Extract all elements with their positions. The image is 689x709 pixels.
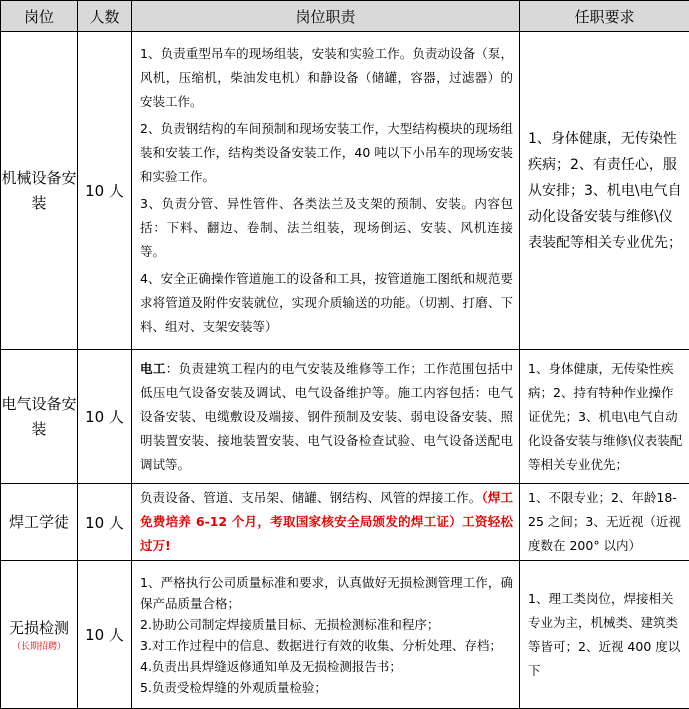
table-row (1, 350, 689, 484)
duty-item: 2、负责钢结构的车间预制和现场安装工作，大型结构模块的现场组装和安装工作，结构类设备安装工作，40 吨以下小吊车的现场安装和实验工作。 (140, 117, 513, 189)
requirements-cell (520, 32, 689, 350)
requirements-cell (520, 350, 689, 484)
duty-item: 5.负责受检焊缝的外观质量检验； (140, 677, 513, 698)
header-requirements: 任职要求 (520, 1, 689, 32)
header-row (1, 1, 689, 32)
duty-item: 2.协助公司制定焊接质量目标、无损检测标准和程序； (140, 614, 513, 635)
duty-highlight: （焊工免费培养 6-12 个月，考取国家核安全局颁发的焊工证）工资轻松过万! (140, 490, 513, 553)
duty-item: 1、负责重型吊车的现场组装，安装和实验工作。负责动设备（泵，风机，压缩机，柴油发电机）和静设备（储罐，容器，过滤器）的安装工作。 (140, 42, 513, 114)
duty-paragraph (140, 357, 513, 477)
duty-text: ：负责建筑工程内的电气安装及维修等工作；工作范围包括中低压电气设备安装及调试、电气设备维护等。施工内容包括：电气设备安装、电缆敷设及端接、钢件预制及安装、弱电设备安装、照明装置安装、接地装置安装、电气设备检查试验、电气设备送配电调试等。 (140, 361, 513, 472)
position-cell: 电气设备安装 (1, 350, 78, 484)
count-cell: 10 人 (78, 484, 132, 561)
requirements-text: 1、身体健康，无传染性疾病；2、有责任心，服从安排；3、机电\电气自动化设备安装与维修\仪表装配等相关专业优先； (528, 126, 685, 256)
position-cell: 机械设备安装 (1, 32, 78, 350)
duty-item: 4、安全正确操作管道施工的设备和工具，按管道施工图纸和规范要求将管道及附件安装就位，实现介质输送的功能。（切割、打磨、下料、组对、支架安装等） (140, 267, 513, 339)
duty-paragraph (140, 486, 513, 558)
position-name: 无损检测 (9, 619, 69, 637)
table-row (1, 32, 689, 350)
position-note: （长期招聘） (1, 641, 77, 653)
header-duties: 岗位职责 (132, 1, 520, 32)
duty-lead: 电工 (140, 361, 166, 376)
position-cell (1, 561, 78, 709)
duty-text: 负责设备、管道、支吊架、储罐、钢结构、风管的焊接工作。 (140, 490, 481, 505)
count-cell: 10 人 (78, 32, 132, 350)
duty-item: 1、严格执行公司质量标准和要求，认真做好无损检测管理工作，确保产品质量合格； (140, 572, 513, 614)
table-row (1, 484, 689, 561)
position-cell: 焊工学徒 (1, 484, 78, 561)
duty-item: 4.负责出具焊缝返修通知单及无损检测报告书； (140, 656, 513, 677)
count-cell: 10 人 (78, 561, 132, 709)
duties-cell (132, 350, 520, 484)
header-position: 岗位 (1, 1, 78, 32)
requirements-text: 1、身体健康，无传染性疾病；2、持有特种作业操作证优先；3、机电\电气自动化设备安装与维修\仪表装配等相关专业优先； (528, 357, 685, 477)
duty-item: 3.对工作过程中的信息、数据进行有效的收集、分析处理、存档； (140, 635, 513, 656)
requirements-cell (520, 484, 689, 561)
requirements-text: 1、不限专业；2、年龄18-25 之间；3、无近视（近视度数在 200° 以内） (528, 486, 685, 558)
requirements-text: 1、理工类岗位，焊接相关专业为主，机械类、建筑类等皆可；2、近视 400 度以下 (528, 587, 685, 683)
requirements-cell (520, 561, 689, 709)
duties-cell (132, 484, 520, 561)
duties-cell (132, 32, 520, 350)
duty-item: 3、负责分管、异性管件、各类法兰及支架的预制、安装。内容包括：下料、翻边、卷制、法兰组装，现场倒运、安装、风机连接等。 (140, 192, 513, 264)
header-count: 人数 (78, 1, 132, 32)
duties-cell (132, 561, 520, 709)
table-row (1, 561, 689, 709)
count-cell: 10 人 (78, 350, 132, 484)
